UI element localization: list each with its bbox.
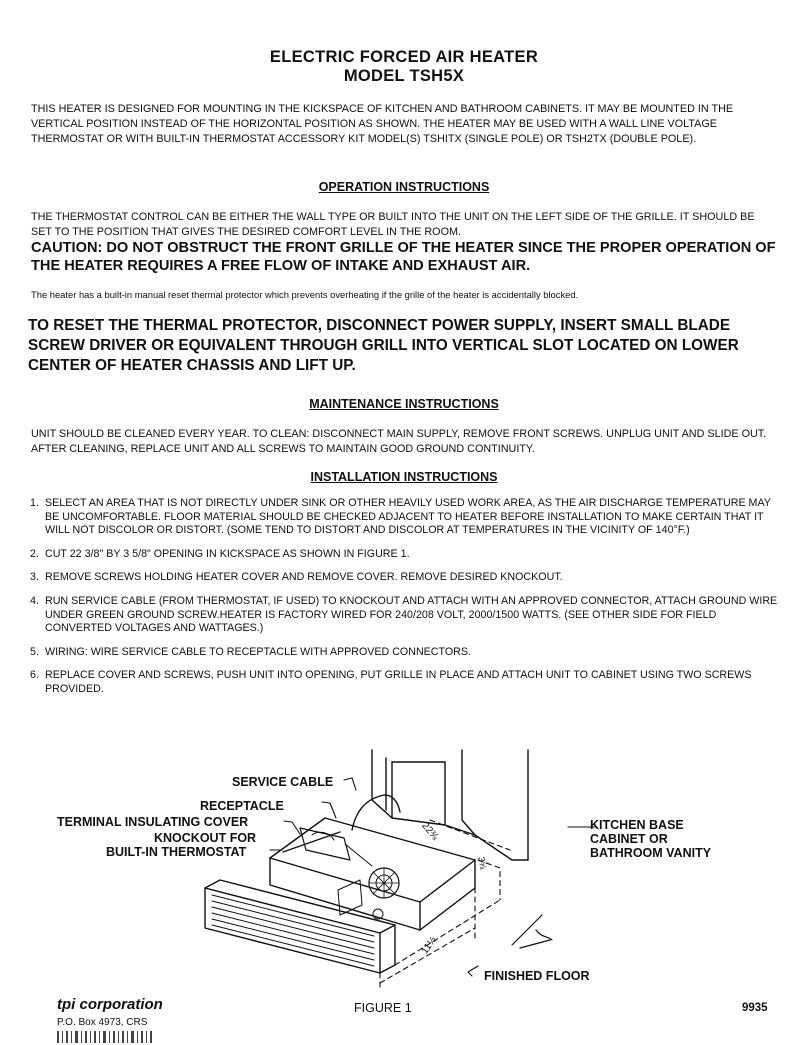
cabinet-label: KITCHEN BASE [590,818,684,832]
model-number: MODEL TSH5X [343,67,465,85]
barcode-graphic [57,1031,157,1043]
step-number: 6. [30,669,39,682]
width-dimension: 22⅜ [419,820,441,843]
installation-heading: INSTALLATION INSTRUCTIONS [310,470,498,484]
finished-floor-label: FINISHED FLOOR [484,969,590,983]
terminal-cover-label: TERMINAL INSULATING COVER [57,815,249,829]
step-number: 3. [30,571,39,584]
list-item [30,571,780,585]
document-number: 9935 [742,1002,768,1014]
height-dimension: 3⅝ [476,855,489,871]
receptacle-label: RECEPTACLE [200,799,284,813]
step-text: WIRING: WIRE SERVICE CABLE TO RECEPTACLE WITH APPROVED CONNECTORS. [45,645,471,658]
operation-heading: OPERATION INSTRUCTIONS [318,180,490,194]
cabinet-label-line2: CABINET OR [590,832,668,846]
step-text: REPLACE COVER AND SCREWS, PUSH UNIT INTO OPENING, PUT GRILLE IN PLACE AND ATTACH UNIT TO CABINET USING TWO SCREWS PROVIDED. [45,669,752,695]
service-cable-label: SERVICE CABLE [232,775,334,789]
maintenance-text: UNIT SHOULD BE CLEANED EVERY YEAR. TO CLEAN: DISCONNECT MAIN SUPPLY, REMOVE FRONT SCREWS. UNPLUG UNIT AND SLIDE OUT. AFTER CLEANING, REPLACE UNIT AND ALL SCREWS TO MAINTAIN GOOD GROUND CONTINUITY. [31,428,767,455]
maintenance-heading: MAINTENANCE INSTRUCTIONS [309,397,499,411]
step-text: RUN SERVICE CABLE (FROM THERMOSTAT, IF USED) TO KNOCKOUT AND ATTACH WITH AN APPROVED CONNECTOR, ATTACH GROUND WIRE UNDER GREEN GROUND SCREW.HEATER IS FACTORY WIRED FOR 240/208 VOLT, 2000/1500 WATTS. (SEE OTHER SIDE FOR FIELD CONVERTED VOLTAGES AND WATTAGES.) [45,594,778,635]
reset-instructions: TO RESET THE THERMAL PROTECTOR, DISCONNECT POWER SUPPLY, INSERT SMALL BLADE SCREW DRIVER OR EQUIVALENT THROUGH GRILL INTO VERTICAL SLOT LOCATED ON LOWER CENTER OF HEATER CHASSIS AND LIFT UP. [28,317,739,374]
step-text: SELECT AN AREA THAT IS NOT DIRECTLY UNDER SINK OR OTHER HEAVILY USED WORK AREA, AS THE AIR DISCHARGE TEMPERATURE MAY BE UNCOMFORTABLE. FLOOR MATERIAL SHOULD BE CHECKED ADJACENT TO HEATER BEFORE INSTALLATION TO MAKE CERTAIN THAT IT WILL NOT DISCOLOR OR DISTORT. (SOME TEND TO DISTORT AND DISCOLOR AT TEMPERATURES IN THE VICINITY OF 140°F.) [45,497,771,537]
cabinet-label-line3: BATHROOM VANITY [590,846,712,860]
service-cable-line [352,795,400,830]
thermal-protector-note: The heater has a built-in manual reset thermal protector which prevents overheating if the grille of the heater is accidentally blocked. [31,289,579,300]
knockout-label-line2: BUILT-IN THERMOSTAT [106,845,247,859]
step-text: REMOVE SCREWS HOLDING HEATER COVER AND REMOVE COVER. REMOVE DESIRED KNOCKOUT. [45,571,563,584]
knockout-label: KNOCKOUT FOR [154,831,257,845]
list-item [30,646,780,660]
figure-1-illustration [0,740,808,1000]
list-item [30,669,780,696]
step-number: 1. [30,497,39,509]
figure-caption: FIGURE 1 [354,1001,412,1015]
company-address: P.O. Box 4973, CRS [57,1017,148,1028]
list-item [30,548,780,562]
cabinet-drawing [372,750,528,860]
step-text: CUT 22 3/8" BY 3 5/8" OPENING IN KICKSPACE AS SHOWN IN FIGURE 1. [45,547,410,560]
depth-dimension: 11½ [419,934,440,957]
list-item [30,497,780,538]
step-number: 5. [30,645,39,658]
intro-paragraph: THIS HEATER IS DESIGNED FOR MOUNTING IN THE KICKSPACE OF KITCHEN AND BATHROOM CABINETS. IT MAY BE MOUNTED IN THE VERTICAL POSITION INSTEAD OF THE HORIZONTAL POSITION AS SHOWN. THE HEATER MAY BE USED WITH A WALL LINE VOLTAGE THERMOSTAT OR WITH BUILT-IN THERMOSTAT ACCESSORY KIT MODEL(S) TSHITX (SINGLE POLE) OR TSH2TX (DOUBLE POLE). [31,103,734,145]
floor-marker [512,915,552,948]
step-number: 2. [30,547,39,560]
list-item [30,595,780,636]
company-name: tpi corporation [57,996,163,1013]
caution-text: CAUTION: DO NOT OBSTRUCT THE FRONT GRILLE OF THE HEATER SINCE THE PROPER OPERATION OF THE HEATER REQUIRES A FREE FLOW OF INTAKE AND EXHAUST AIR. [31,240,776,274]
installation-steps [30,497,780,697]
document-title: ELECTRIC FORCED AIR HEATER [269,48,539,66]
step-number: 4. [30,594,39,607]
operation-text: THE THERMOSTAT CONTROL CAN BE EITHER THE WALL TYPE OR BUILT INTO THE UNIT ON THE LEFT SIDE OF THE GRILLE. IT SHOULD BE SET TO THE POSITION THAT GIVES THE DESIRED COMFORT LEVEL IN THE ROOM. [31,211,755,238]
